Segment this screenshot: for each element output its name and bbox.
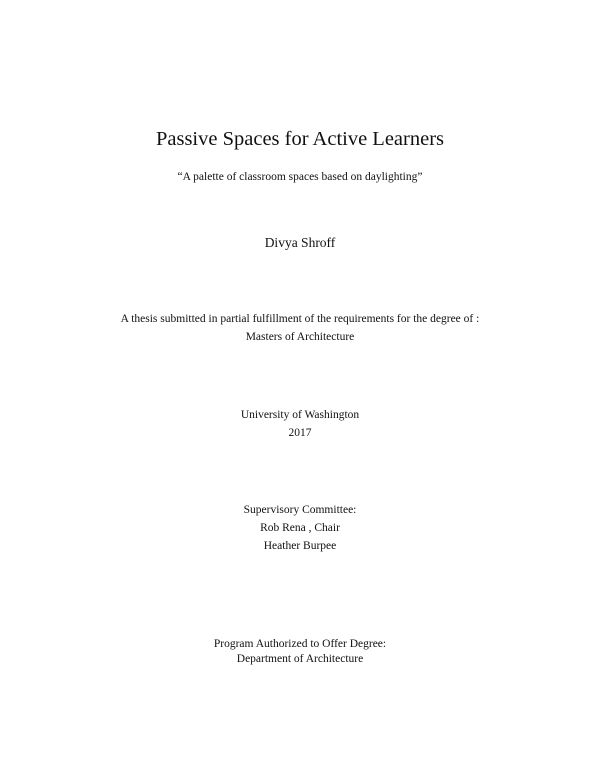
department-name: Department of Architecture [236, 653, 364, 665]
committee-member: Heather Burpee [263, 540, 337, 552]
thesis-title: Passive Spaces for Active Learners [155, 128, 445, 150]
thesis-subtitle: “A palette of classroom spaces based on daylighting” [177, 171, 423, 183]
university-name: University of Washington [240, 409, 360, 421]
submission-statement: A thesis submitted in partial fulfillment of the requirements for the degree of : [120, 313, 480, 325]
degree-name: Masters of Architecture [245, 331, 355, 343]
year: 2017 [288, 427, 312, 439]
author-name: Divya Shroff [264, 235, 336, 250]
committee-heading: Supervisory Committee: [243, 504, 357, 516]
program-heading: Program Authorized to Offer Degree: [213, 638, 387, 650]
committee-member: Rob Rena , Chair [260, 522, 340, 534]
